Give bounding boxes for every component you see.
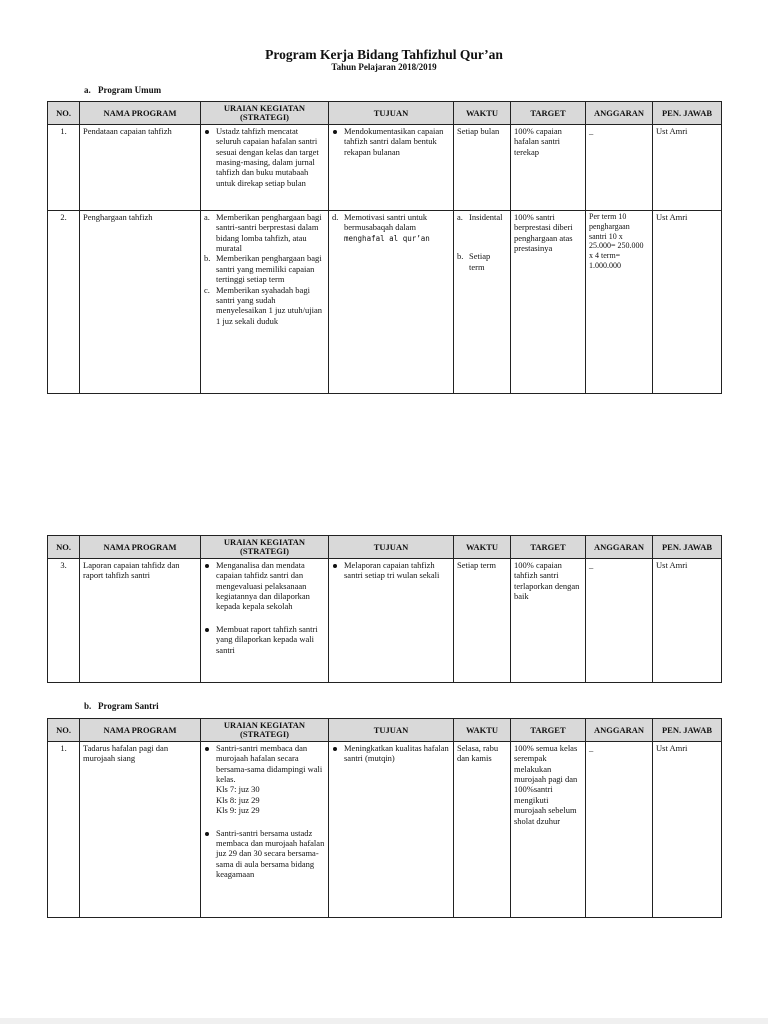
cell-pen-jawab: Ust Amri (653, 125, 722, 211)
cell-uraian (201, 742, 329, 918)
col-header-waktu: WAKTU (454, 102, 511, 125)
cell-nama-program: Penghargaan tahfizh (80, 211, 201, 394)
col-header-uraian: URAIAN KEGIATAN (STRATEGI) (201, 536, 329, 559)
section-marker: b. (84, 701, 92, 711)
cell-pen-jawab: Ust Amri (653, 211, 722, 394)
cell-pen-jawab: Ust Amri (653, 559, 722, 683)
col-header-tujuan: TUJUAN (329, 102, 454, 125)
col-header-anggaran: ANGGARAN (586, 719, 653, 742)
bullet-icon (333, 564, 337, 568)
cell-tujuan (329, 742, 454, 918)
table-row (48, 559, 722, 683)
bullet-icon (205, 832, 209, 836)
cell-target: 100% capaian tahfizh santri terlaporkan dengan baik (511, 559, 586, 683)
list-item: Membuat raport tahfizh santri yang dilaporkan kepada wali santri (204, 624, 325, 655)
list-item: Ustadz tahfizh mencatat seluruh capaian hafalan santri sesuai dengan kelas dan target masing-masing, dalam jurnal tahfizh dan buku mutabaah untuk direkap setiap bulan (204, 126, 325, 188)
cell-uraian (201, 211, 329, 394)
col-header-target: TARGET (511, 536, 586, 559)
table-row (48, 211, 722, 394)
list-item: b. Setiap term (457, 251, 491, 272)
program-umum-table (47, 101, 722, 394)
cell-tujuan (329, 211, 454, 394)
cell-no: 1. (48, 742, 80, 918)
list-item: a. Memberikan penghargaan bagi santri-santri berprestasi dalam bidang lomba tahfizh, atau muratal (204, 212, 322, 254)
col-header-no: NO. (48, 719, 80, 742)
col-header-uraian: URAIAN KEGIATAN (STRATEGI) (201, 102, 329, 125)
col-header-tujuan: TUJUAN (329, 719, 454, 742)
col-header-uraian: URAIAN KEGIATAN (STRATEGI) (201, 719, 329, 742)
col-header-nama-program: NAMA PROGRAM (80, 102, 201, 125)
cell-waktu (454, 211, 511, 394)
section-label-program-santri (84, 701, 159, 711)
document-subtitle: Tahun Pelajaran 2018/2019 (331, 62, 437, 72)
cell-target: 100% santri berprestasi diberi penghargaan atas prestasinya (511, 211, 586, 394)
cell-uraian (201, 125, 329, 211)
list-item: d. Memotivasi santri untuk bermusabaqah dalam menghafal al qur’an (332, 212, 430, 243)
list-item: Melaporan capaian tahfizh santri setiap tri wulan sekali (332, 560, 450, 581)
col-header-tujuan: TUJUAN (329, 536, 454, 559)
section-marker: a. (84, 85, 91, 95)
list-item: Meningkatkan kualitas hafalan santri (mutqin) (332, 743, 450, 764)
bullet-icon (333, 130, 337, 134)
handwritten-text: menghafal al qur’an (344, 233, 430, 243)
section-label-program-umum (84, 85, 161, 95)
col-header-anggaran: ANGGARAN (586, 102, 653, 125)
col-header-pen-jawab: PEN. JAWAB (653, 719, 722, 742)
list-item: b. Memberikan penghargaan bagi santri yang memiliki capaian tertinggi setiap term (204, 253, 322, 285)
col-header-anggaran: ANGGARAN (586, 536, 653, 559)
bullet-icon (205, 130, 209, 134)
cell-no: 1. (48, 125, 80, 211)
cell-waktu: Selasa, rabu dan kamis (454, 742, 511, 918)
list-item: Santri-santri membaca dan murojaah hafalan secara bersama-sama didampingi wali kelas. Kls 7: juz 30 Kls 8: juz 29 Kls 9: juz 29 (204, 743, 325, 816)
section-title: Program Santri (98, 701, 159, 711)
cell-anggaran: Per term 10 penghargaan santri 10 x 25.000= 250.000 x 4 term= 1.000.000 (586, 211, 653, 394)
bullet-icon (205, 628, 209, 632)
col-header-pen-jawab: PEN. JAWAB (653, 536, 722, 559)
program-santri-table (47, 718, 722, 918)
cell-target: 100% capaian hafalan santri terekap (511, 125, 586, 211)
page-footer-strip (0, 1018, 768, 1024)
list-item: Menganalisa dan mendata capaian tahfidz santri dan mengevaluasi pelaksanaan kegiatannya dan dilaporkan kepada kepala sekolah (204, 560, 325, 612)
cell-pen-jawab: Ust Amri (653, 742, 722, 918)
col-header-target: TARGET (511, 719, 586, 742)
cell-anggaran: _ (586, 559, 653, 683)
section-title: Program Umum (98, 85, 162, 95)
document-title: Program Kerja Bidang Tahfizhul Qur’an (265, 47, 503, 62)
table-row (48, 125, 722, 211)
table-header-row (48, 719, 722, 742)
bullet-icon (205, 564, 209, 568)
col-header-pen-jawab: PEN. JAWAB (653, 102, 722, 125)
cell-anggaran: _ (586, 742, 653, 918)
col-header-nama-program: NAMA PROGRAM (80, 719, 201, 742)
cell-nama-program: Pendataan capaian tahfizh (80, 125, 201, 211)
cell-waktu: Setiap bulan (454, 125, 511, 211)
cell-uraian (201, 559, 329, 683)
cell-waktu: Setiap term (454, 559, 511, 683)
cell-tujuan (329, 125, 454, 211)
bullet-icon (205, 747, 209, 751)
cell-tujuan (329, 559, 454, 683)
col-header-waktu: WAKTU (454, 719, 511, 742)
cell-anggaran: _ (586, 125, 653, 211)
col-header-target: TARGET (511, 102, 586, 125)
table-header-row (48, 102, 722, 125)
col-header-nama-program: NAMA PROGRAM (80, 536, 201, 559)
table-row (48, 742, 722, 918)
col-header-waktu: WAKTU (454, 536, 511, 559)
cell-nama-program: Tadarus hafalan pagi dan murojaah siang (80, 742, 201, 918)
col-header-no: NO. (48, 102, 80, 125)
cell-no: 3. (48, 559, 80, 683)
cell-no: 2. (48, 211, 80, 394)
cell-target: 100% semua kelas serempak melakukan murojaah pagi dan 100%santri mengikuti murojaah sebelum sholat dzuhur (511, 742, 586, 918)
cell-nama-program: Laporan capaian tahfidz dan raport tahfizh santri (80, 559, 201, 683)
list-item: a. Insidental (457, 212, 503, 222)
bullet-icon (333, 747, 337, 751)
list-item: Mendokumentasikan capaian tahfizh santri dalam bentuk rekapan bulanan (332, 126, 450, 157)
list-item: Santri-santri bersama ustadz membaca dan murojaah hafalan juz 29 dan 30 secara bersama-sama di aula bersama bidang keagamaan (204, 828, 325, 880)
table-header-row (48, 536, 722, 559)
program-umum-table-continued (47, 535, 722, 683)
col-header-no: NO. (48, 536, 80, 559)
list-item: c. Memberikan syahadah bagi santri yang sudah menyelesaikan 1 juz utuh/ujian 1 juz sekali duduk (204, 284, 322, 326)
